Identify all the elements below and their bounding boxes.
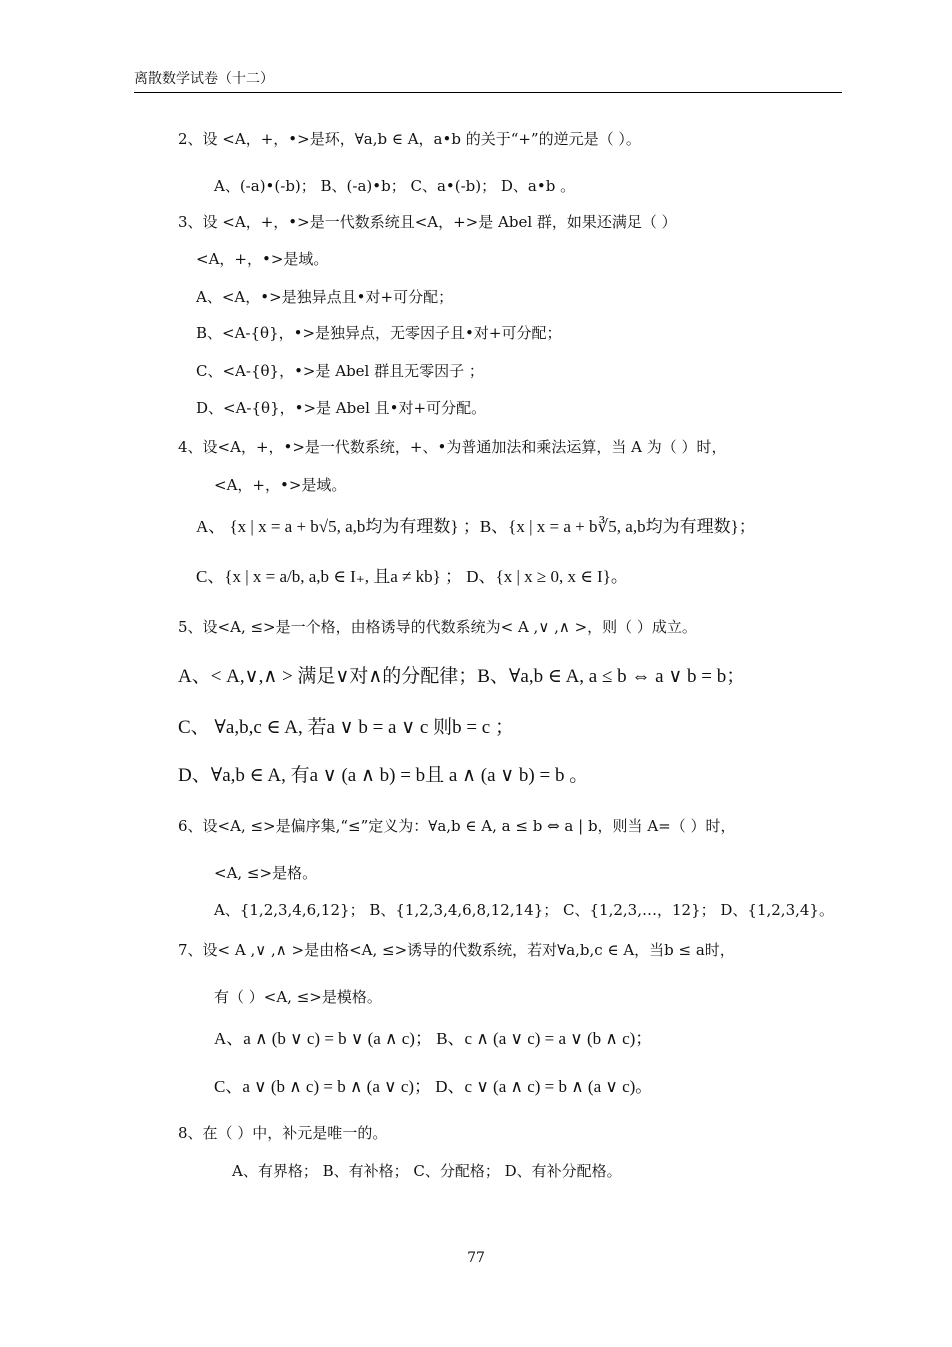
question-5: 5、设<A, ≤>是一个格，由格诱导的代数系统为< A ,∨ ,∧ >，则（ ）成立。 <box>178 618 697 636</box>
question-7: 7、设< A ,∨ ,∧ >是由格<A, ≤>诱导的代数系统，若对∀a,b,c ∈ A，当b ≤ a时， <box>178 941 735 959</box>
question-5-option-d: D、∀a,b ∈ A, 有a ∨ (a ∧ b) = b且 a ∧ (a ∨ b) = b 。 <box>178 765 589 786</box>
question-8: 8、在（ ）中，补元是唯一的。 <box>178 1124 388 1142</box>
page-header: 离散数学试卷（十二） <box>134 68 842 93</box>
question-8-options: A、有界格； B、有补格； C、分配格； D、有补分配格。 <box>232 1162 622 1180</box>
question-4: 4、设<A，+，•>是一代数系统，+、•为普通加法和乘法运算，当 A 为（ ）时， <box>178 438 727 456</box>
question-4-continued: <A，+，•>是域。 <box>214 476 347 494</box>
question-5-option-c: C、 ∀a,b,c ∈ A, 若a ∨ b = a ∨ c 则b = c ； <box>178 717 514 738</box>
question-4-options-ab: A、 {x | x = a + b√5, a,b均为有理数} ；B、{x | x = a + b∛5, a,b均为有理数}； <box>196 517 756 536</box>
question-3-option-c: C、<A-{θ}，•>是 Abel 群且无零因子 ； <box>196 362 484 380</box>
question-2-options: A、(-a)•(-b)； B、(-a)•b； C、a•(-b)； D、a•b 。 <box>214 177 576 195</box>
question-2: 2、设 <A，+，•>是环，∀a,b ∈ A，a•b 的关于“+”的逆元是（ ）。 <box>178 130 641 148</box>
question-5-options-ab: A、< A,∨,∧ > 满足∨对∧的分配律；B、∀a,b ∈ A, a ≤ b ⇔ a ∨ b = b； <box>178 666 746 687</box>
question-4-options-cd: C、{x | x = a/b, a,b ∈ I₊, 且a ≠ kb} ； D、{x | x ≥ 0, x ∈ I}。 <box>196 567 628 586</box>
page-number: 77 <box>467 1250 485 1266</box>
question-3-option-a: A、<A，•>是独异点且•对+可分配； <box>196 288 454 306</box>
question-3-option-b: B、<A-{θ}，•>是独异点，无零因子且•对+可分配； <box>196 324 562 342</box>
question-6: 6、设<A, ≤>是偏序集,“≤”定义为：∀a,b ∈ A, a ≤ b ⇔ a | b，则当 A=（ ）时， <box>178 817 736 835</box>
question-7-options-ab: A、a ∧ (b ∨ c) = b ∨ (a ∧ c)； B、c ∧ (a ∨ c) = a ∨ (b ∧ c)； <box>214 1029 653 1048</box>
question-6-options: A、{1,2,3,4,6,12}； B、{1,2,3,4,6,8,12,14}； C、{1,2,3,…，12}； D、{1,2,3,4}。 <box>214 901 834 919</box>
question-3: 3、设 <A，+，•>是一代数系统且<A，+>是 Abel 群，如果还满足（ ） <box>178 213 677 231</box>
question-7-continued: 有（ ）<A, ≤>是模格。 <box>214 988 382 1006</box>
question-3-option-d: D、<A-{θ}，•>是 Abel 且•对+可分配。 <box>196 399 487 417</box>
question-6-continued: <A, ≤>是格。 <box>214 864 318 882</box>
question-3-continued: <A，+，•>是域。 <box>196 250 329 268</box>
question-7-options-cd: C、a ∨ (b ∧ c) = b ∧ (a ∨ c)； D、c ∨ (a ∧ c) = b ∧ (a ∨ c)。 <box>214 1077 653 1096</box>
